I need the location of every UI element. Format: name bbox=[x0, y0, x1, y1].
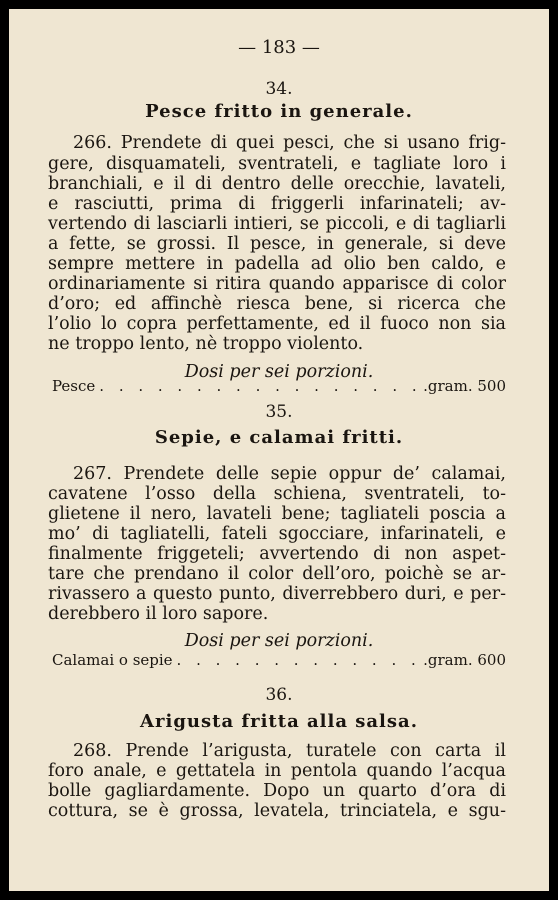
text-line: l’olio lo copra perfettamente, ed il fuoco non sia bbox=[48, 314, 506, 334]
text-line: 268. Prende l’arigusta, turatele con carta il bbox=[73, 741, 506, 761]
recipe-title: Arigusta fritta alla salsa. bbox=[140, 711, 418, 732]
text-line: 267. Prendete delle sepie oppur de’ calamai, bbox=[73, 464, 506, 484]
recipe-title: Pesce fritto in generale. bbox=[145, 101, 413, 122]
text-line: gere, disquamateli, sventrateli, e tagliate loro i bbox=[48, 154, 506, 174]
text-line: rivassero a questo punto, diverrebbero duri, e per- bbox=[48, 584, 506, 604]
ingredient-qty: .gram. 600 bbox=[423, 651, 506, 669]
text-line: ordinariamente si ritira quando apparisce di color bbox=[48, 274, 506, 294]
book-page bbox=[9, 9, 549, 891]
text-line: derebbero il loro sapore. bbox=[48, 604, 269, 624]
recipe-number: 34. bbox=[265, 79, 293, 99]
dosi-heading: Dosi per sei porzioni. bbox=[184, 362, 374, 382]
text-line: cavatene l’osso della schiena, sventrateli, to- bbox=[48, 484, 506, 504]
text-line: d’oro; ed affinchè riesca bene, si ricerca che bbox=[48, 294, 506, 314]
ingredient-name: Pesce bbox=[52, 377, 96, 395]
ingredient-row bbox=[52, 377, 506, 395]
text-line: tare che prendano il color dell’oro, poichè se ar- bbox=[48, 564, 506, 584]
ingredient-qty: .gram. 500 bbox=[423, 377, 506, 395]
page-number: — 183 — bbox=[238, 37, 320, 58]
text-line: bolle gagliardamente. Dopo un quarto d’ora di bbox=[48, 781, 506, 801]
text-line: branchiali, e il di dentro delle orecchie, lavateli, bbox=[48, 174, 506, 194]
recipe-number: 36. bbox=[265, 685, 293, 705]
ingredient-name: Calamai o sepie bbox=[52, 651, 173, 669]
recipe-title: Sepie, e calamai fritti. bbox=[154, 427, 404, 448]
text-line: finalmente friggeteli; avvertendo di non aspet- bbox=[48, 544, 506, 564]
text-line: mo’ di tagliatelli, fateli sgocciare, infarinateli, e bbox=[48, 524, 506, 544]
text-line: foro anale, e gettatela in pentola quando l’acqua bbox=[48, 761, 506, 781]
text-line: ne troppo lento, nè troppo violento. bbox=[48, 334, 364, 354]
text-line: a fette, se grossi. Il pesce, in generale, si deve bbox=[48, 234, 506, 254]
recipe-number: 35. bbox=[265, 402, 293, 422]
text-line: cottura, se è grossa, levatela, trinciatela, e sgu- bbox=[48, 801, 506, 821]
text-line: vertendo di lasciarli intieri, se piccoli, e di tagliarli bbox=[48, 214, 506, 234]
text-line: e rasciutti, prima di friggerli infarinateli; av- bbox=[48, 194, 506, 214]
text-line: 266. Prendete di quei pesci, che si usano frig- bbox=[73, 133, 506, 153]
leader-dots bbox=[177, 651, 420, 669]
dosi-heading: Dosi per sei porzioni. bbox=[184, 631, 374, 651]
text-line: glietene il nero, lavateli bene; tagliateli poscia a bbox=[48, 504, 506, 524]
ingredient-row bbox=[52, 651, 506, 669]
leader-dots bbox=[99, 377, 419, 395]
text-line: sempre mettere in padella ad olio ben caldo, e bbox=[48, 254, 506, 274]
